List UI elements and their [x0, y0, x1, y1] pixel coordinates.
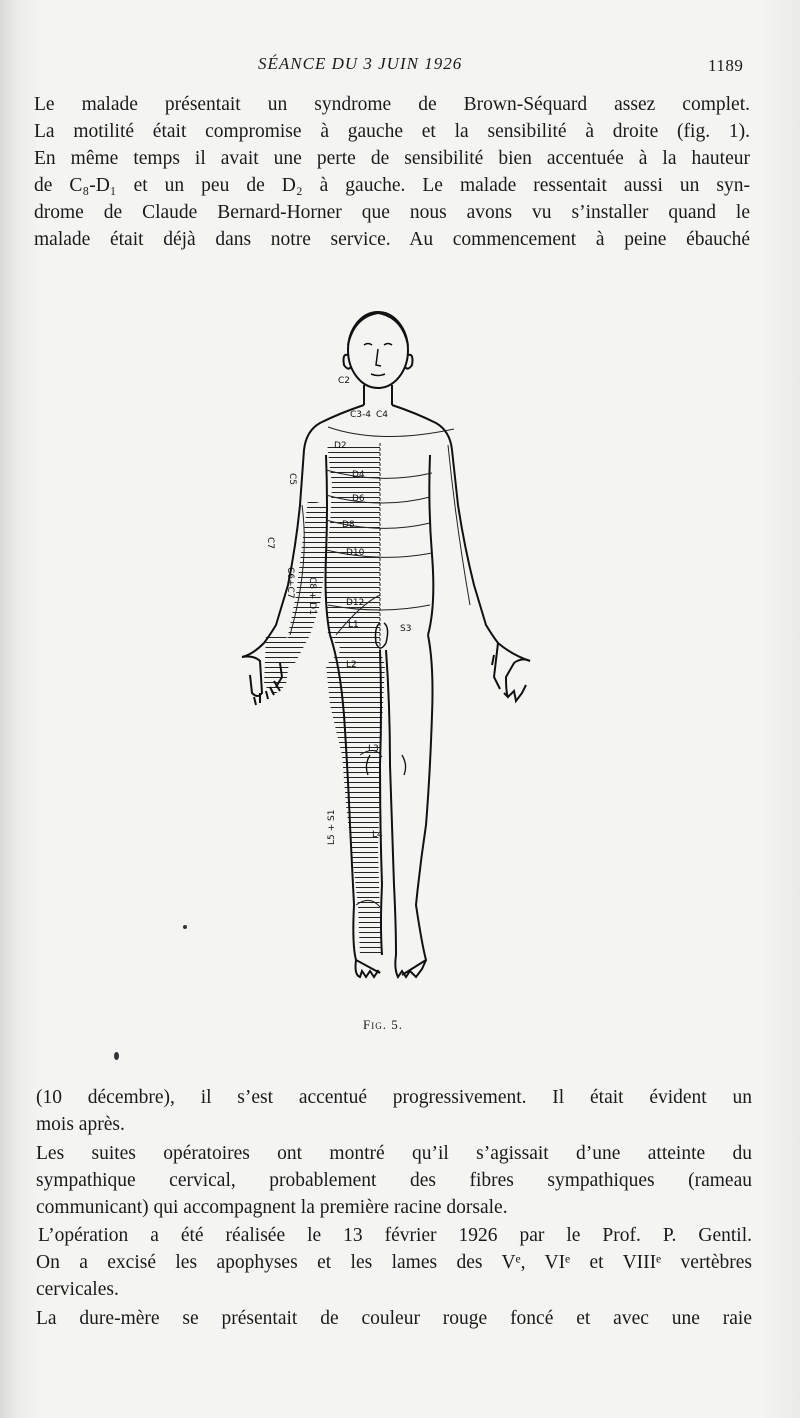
- text-line: mois après.: [36, 1114, 125, 1135]
- text-line: sympathique cervical, probablement des fibres sympathiques (rameau: [36, 1170, 752, 1191]
- label-c5: C5: [287, 473, 297, 486]
- text-line: (10 décembre), il s’est accentué progressivement. Il était évident un: [36, 1087, 752, 1108]
- paragraph-3: [36, 1140, 752, 1221]
- text-line: On a excisé les apophyses et les lames des Vᵉ, VIᵉ et VIIIᵉ vertèbres: [36, 1252, 752, 1273]
- figure-caption: Fig. 5.: [363, 1017, 403, 1032]
- page-number: 1189: [708, 56, 744, 75]
- label-c7: C7: [265, 537, 275, 550]
- text-line: malade était déjà dans notre service. Au commencement à peine ébauché: [34, 229, 750, 250]
- text-line: La dure-mère se présentait de couleur rouge foncé et avec une raie: [36, 1308, 752, 1329]
- text-line: En même temps il avait une perte de sensibilité bien accentuée à la hauteur: [34, 148, 750, 169]
- label-l2: L2: [346, 660, 357, 670]
- label-l4: L4: [372, 830, 383, 840]
- text-line: de C₈-D₁ et un peu de D₂ à gauche. Le malade ressentait aussi un syn-: [34, 175, 750, 196]
- label-l3: L3: [368, 744, 379, 754]
- label-d6: D6: [352, 494, 365, 504]
- label-c2: C2: [338, 376, 351, 386]
- print-speck: [183, 925, 187, 929]
- label-c3: C3-4: [350, 410, 371, 420]
- label-d10: D10: [346, 548, 365, 558]
- paragraph-5: [36, 1249, 752, 1303]
- paragraph-4: [38, 1222, 752, 1249]
- text-line: drome de Claude Bernard-Horner que nous avons vu s’installer quand le: [34, 202, 750, 223]
- text-line: Les suites opératoires ont montré qu’il s’agissait d’une atteinte du: [36, 1143, 752, 1164]
- dermatome-figure: [230, 305, 550, 995]
- label-d2: D2: [334, 441, 347, 451]
- label-c4: C4: [376, 410, 389, 420]
- label-s3: S3: [400, 624, 412, 634]
- label-c8d1: C8 + D1: [307, 577, 317, 615]
- paragraph-2: [36, 1084, 752, 1138]
- label-l1: L1: [348, 620, 359, 630]
- text-line: L’opération a été réalisée le 13 février 1926 par le Prof. P. Gentil.: [38, 1225, 752, 1246]
- print-speck: [114, 1052, 119, 1060]
- label-d8: D8: [342, 520, 355, 530]
- page-header: [0, 54, 800, 80]
- text-line: Le malade présentait un syndrome de Brown-Séquard assez complet.: [34, 94, 750, 115]
- text-line: communicant) qui accompagnent la première racine dorsale.: [36, 1197, 508, 1218]
- text-line: cervicales.: [36, 1279, 119, 1300]
- label-c6c7: C6+C7: [285, 567, 295, 599]
- running-head: SÉANCE DU 3 JUIN 1926: [258, 54, 463, 73]
- hatched-area-trunk: [264, 443, 385, 955]
- paragraph-6: [36, 1305, 752, 1332]
- label-l5s1: L5 + S1: [327, 809, 337, 845]
- body-diagram: [230, 305, 550, 995]
- paragraph-1: [34, 91, 750, 253]
- text-line: La motilité était compromise à gauche et la sensibilité à droite (fig. 1).: [34, 121, 750, 142]
- label-d12: D12: [346, 598, 365, 608]
- label-d4: D4: [352, 470, 365, 480]
